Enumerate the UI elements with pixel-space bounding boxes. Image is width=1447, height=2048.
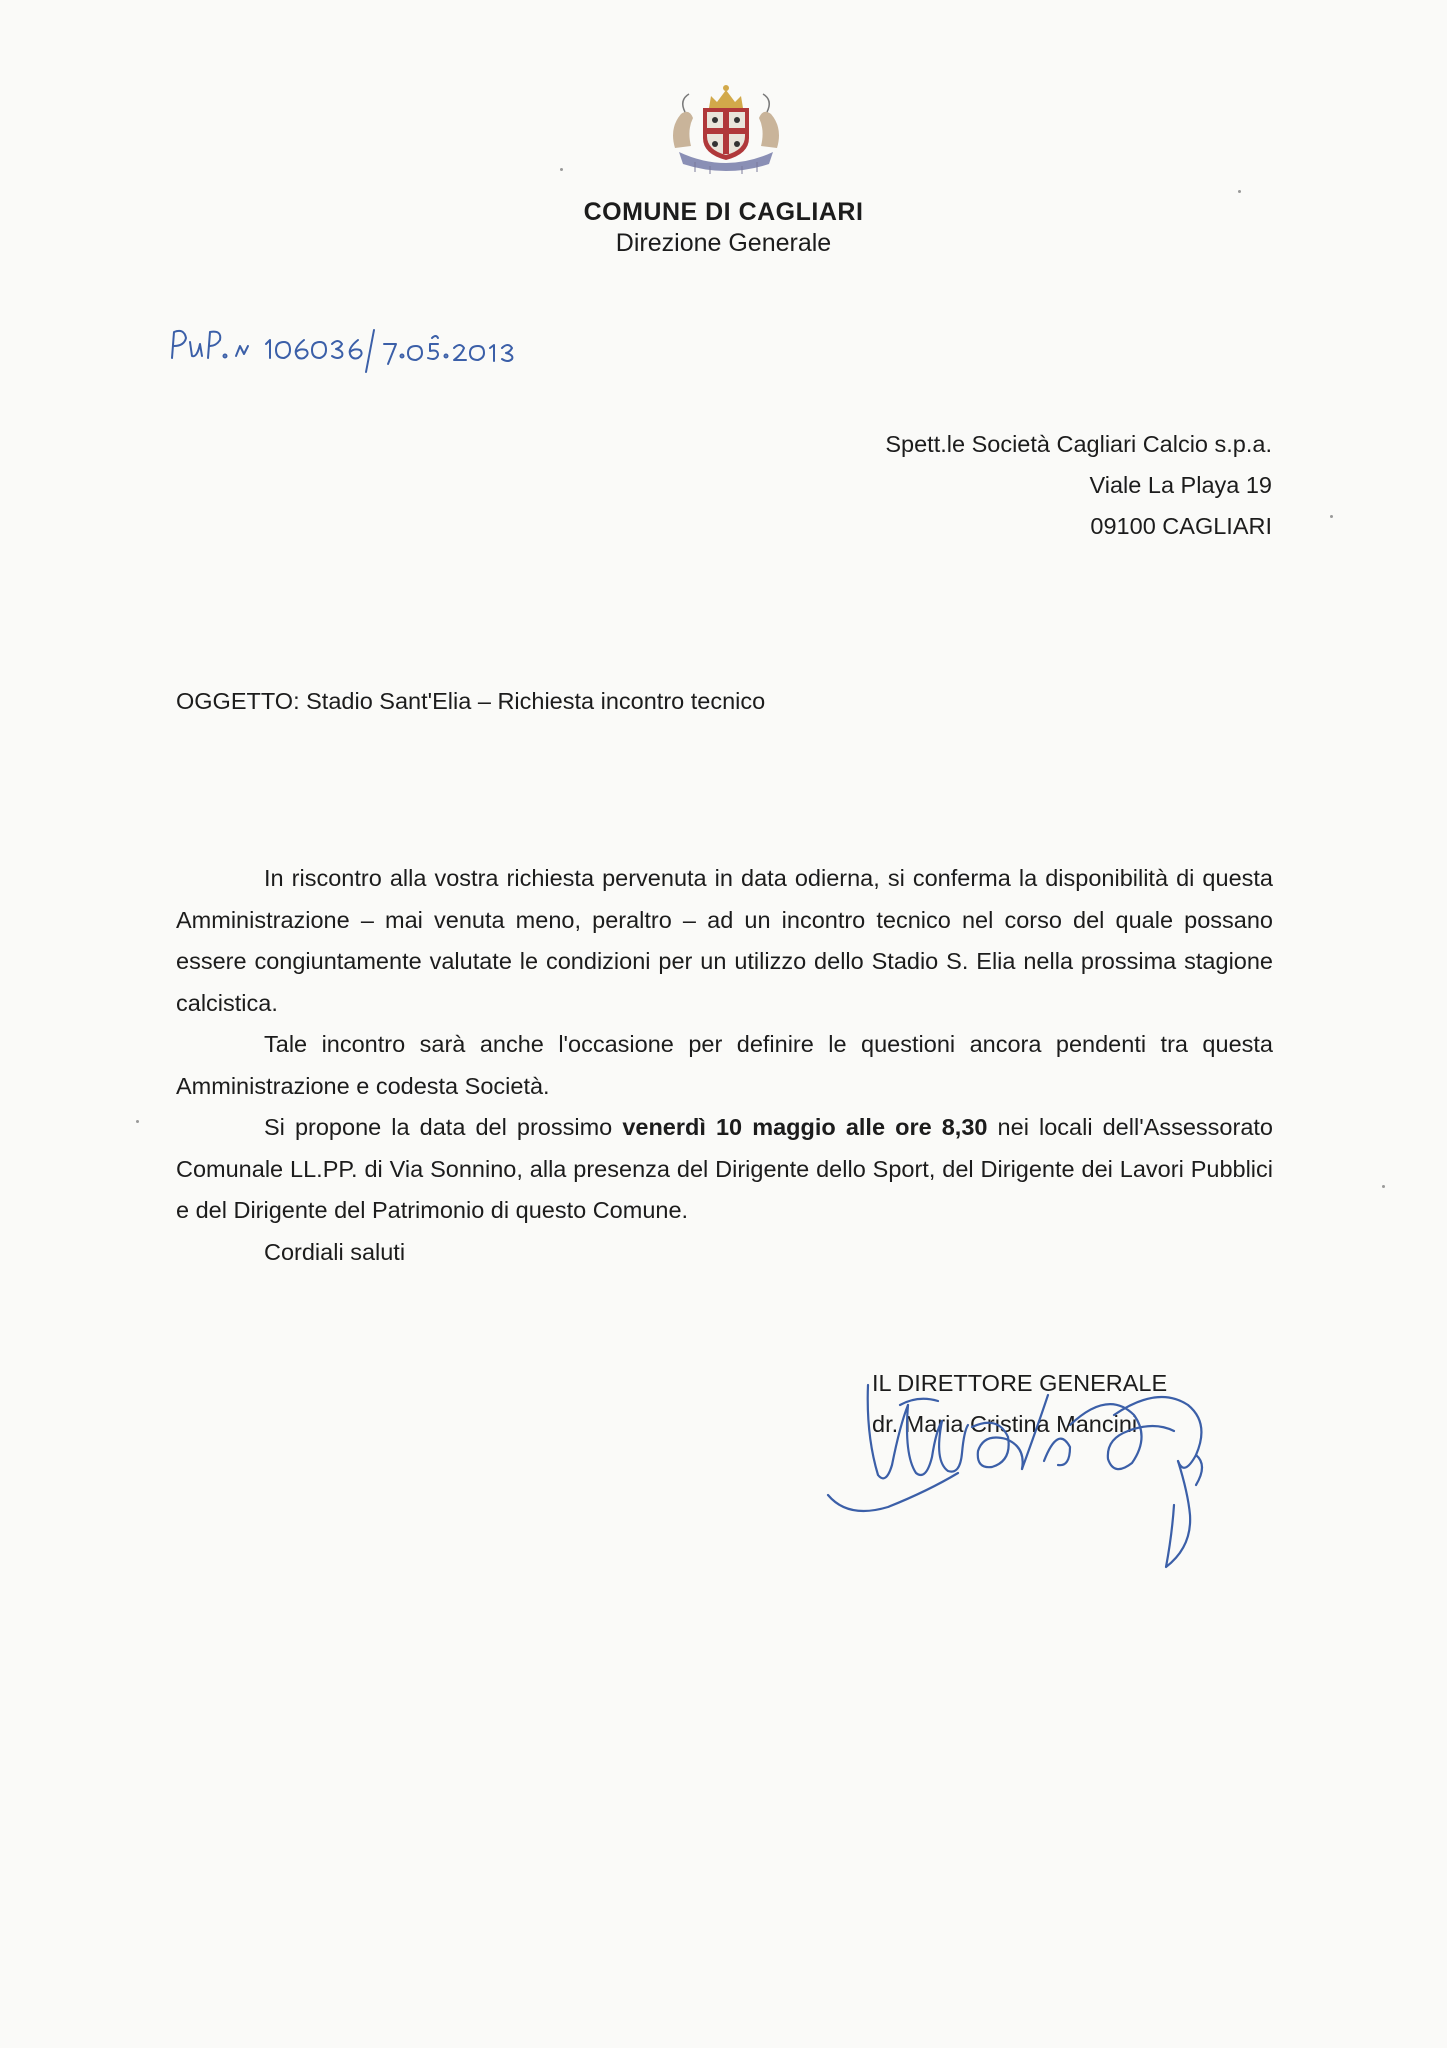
- scan-speck: [560, 168, 563, 171]
- coat-of-arms-emblem: [665, 78, 787, 176]
- recipient-line-3: 09100 CAGLIARI: [1090, 513, 1272, 539]
- proposal-text-end: nei locali dell'Assessorato Comunale LL.PP. di Via Sonnino, alla presenza del Dirigente dello Sport, del Dirigente dei Lavori Pubblici e del Dirigente del Patrimonio di questo Comune.: [176, 1114, 1273, 1223]
- proposal-text-start: Si propone la data del prossimo: [264, 1114, 623, 1140]
- recipient-line-2: Viale La Playa 19: [1089, 472, 1272, 498]
- scan-speck: [1382, 1185, 1385, 1188]
- recipient-line-1: Spett.le Società Cagliari Calcio s.p.a.: [885, 431, 1272, 457]
- closing-salutation: Cordiali saluti: [264, 1238, 406, 1265]
- letter-body: [176, 858, 1273, 1273]
- body-paragraph-3: [176, 1107, 1273, 1232]
- body-paragraph-1: In riscontro alla vostra richiesta pervenuta in data odierna, si conferma la disponibilità di questa Amministrazione – mai venuta meno, peraltro – ad un incontro tecnico nel corso del quale possano essere congiuntamente valutate le condizioni per un utilizzo dello Stadio S. Elia nella prossima stagione calcistica.: [176, 865, 1273, 1016]
- handwritten-signature: [808, 1365, 1228, 1590]
- subject-line: OGGETTO: Stadio Sant'Elia – Richiesta incontro tecnico: [176, 688, 766, 714]
- scan-speck: [1330, 515, 1333, 518]
- scan-speck: [1238, 190, 1241, 193]
- signatory-title: IL DIRETTORE GENERALE: [872, 1370, 1168, 1396]
- handwritten-protocol-note: [170, 318, 530, 374]
- recipient-address: [885, 424, 1272, 547]
- body-paragraph-2: Tale incontro sarà anche l'occasione per definire le questioni ancora pendenti tra questa Amministrazione e codesta Società.: [176, 1031, 1273, 1099]
- department-name: Direzione Generale: [615, 229, 832, 257]
- signatory-name: dr. Maria Cristina Mancini: [872, 1411, 1138, 1437]
- organization-name: COMUNE DI CAGLIARI: [583, 198, 864, 226]
- scan-speck: [136, 1120, 139, 1123]
- proposed-date-time: venerdì 10 maggio alle ore 8,30: [622, 1114, 988, 1140]
